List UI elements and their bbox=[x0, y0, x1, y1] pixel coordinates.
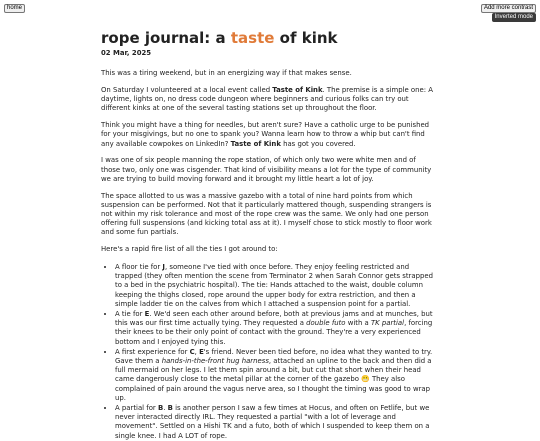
tie-text: A partial for bbox=[115, 404, 158, 413]
post-date: 02 Mar, 2025 bbox=[101, 49, 152, 57]
tie-text: is another person I saw a few times at Hocus, and often on Fetlife, but we never interacted directly IRL. They requested a partial "with a lot of leverage and movement". Settled on a Hishi TK and a futo, both of which I suspended to keep them on a single knee. I had A LOT of rope. bbox=[115, 404, 430, 440]
tie-person: J bbox=[162, 263, 165, 272]
title-suffix: of kink bbox=[274, 29, 338, 47]
inverted-mode-button[interactable]: Inverted mode bbox=[492, 13, 536, 22]
page-title bbox=[101, 30, 436, 47]
tie-text: 's friend. Never been tied before, no idea what they wanted to try. Gave them a bbox=[115, 347, 433, 366]
event-name: Taste of Kink bbox=[272, 86, 323, 94]
paragraph-station: I was one of six people manning the rope station, of which only two were white men and of those two, only one was cisgender. That kind of visibility means a lot for the type of community we are trying to build moving forward and it brought my little heart a lot of joy. bbox=[101, 156, 432, 183]
tie-term: double futo bbox=[306, 319, 346, 328]
p2-text-a: On Saturday I volunteered at a local event called bbox=[101, 86, 273, 94]
tie-term: TK partial bbox=[370, 319, 405, 328]
tie-person: E bbox=[144, 310, 150, 319]
title-accent: taste bbox=[230, 29, 275, 47]
tie-text: , bbox=[194, 347, 200, 356]
list-item bbox=[115, 403, 436, 441]
tie-term: hands-in-the-front hug harness bbox=[161, 357, 269, 366]
list-item bbox=[115, 262, 436, 309]
home-button[interactable]: home bbox=[4, 4, 25, 13]
tie-text: with a bbox=[345, 319, 371, 328]
p3-text-c: has got you covered. bbox=[280, 139, 356, 148]
tie-text: , forcing their knees to be their only point of contact with the ground. They're a very experienced bottom and I enjoyed tying this. bbox=[115, 319, 433, 346]
tie-text: A floor tie for bbox=[115, 263, 163, 272]
event-name-2: Taste of Kink bbox=[230, 139, 281, 148]
tie-text: , attached an upline to the back and then did a full mermaid on her legs. I let them spin around a bit, but cut that short when their head came dangerously close to the metal pillar at the corner of the gazebo 😬 They also complained of pain around the vagus nerve area, so I thought the timing was good to wrap up. bbox=[115, 357, 432, 402]
list-item bbox=[115, 309, 436, 347]
paragraph-pitch bbox=[101, 121, 436, 149]
ties-list bbox=[101, 262, 436, 441]
tie-person: B bbox=[167, 404, 173, 413]
tie-text: . bbox=[163, 404, 168, 413]
tie-person: B bbox=[157, 404, 164, 413]
article bbox=[101, 30, 436, 441]
tie-text: , someone I've tied with once before. They enjoy feeling restricted and trapped (they often mention the scene from Terminator 2 when Sarah Connor gets strapped to a bed in the psychiatric hospital). The tie: Hands attached to the waist, double column keeping the thighs closed, rope around the upper body for extra restriction, and then a simple ladder tie on the calves from which I attached a suspension point for a partial. bbox=[115, 263, 433, 308]
p2-text-c: . The premise is a simple one: A daytime, lights on, no dress code dungeon where beginners and curious folks can try out different kinks at one of the several tasting stations set up throughout the floor. bbox=[101, 86, 433, 113]
paragraph-list-intro: Here's a rapid fire list of all the ties I got around to: bbox=[101, 245, 278, 254]
p3-text-a: Think you might have a thing for needles, but aren't sure? Have a catholic urge to be punished for your misgivings, but no one to spank you? Wanna learn how to throw a whip but can't find any available cowpokes on LinkedIn? bbox=[101, 121, 430, 148]
tie-text: . We'd seen each other around before, both at previous jams and at munches, but this was our first time actually tying. They requested a bbox=[115, 310, 433, 328]
paragraph-intro: This was a tiring weekend, but in an energizing way if that makes sense. bbox=[101, 69, 352, 78]
tie-text: A tie for bbox=[115, 310, 145, 319]
tie-text: A first experience for bbox=[115, 347, 190, 356]
tie-person: C bbox=[189, 347, 195, 356]
paragraph-space: The space allotted to us was a massive gazebo with a total of nine hard points from which suspension can be performed. Not that it particularly mattered though, suspending strangers is not within my risk tolerance and most of the rope crew was the same. We only had one person offering full suspensions (and kicking total ass at it). I myself chose to stick mostly to floor work and some fun partials. bbox=[101, 191, 432, 237]
tie-person: E bbox=[199, 347, 204, 356]
title-prefix: rope journal: a bbox=[101, 29, 231, 47]
add-contrast-button[interactable]: Add more contrast bbox=[481, 4, 536, 13]
paragraph-event bbox=[101, 86, 436, 114]
list-item bbox=[115, 347, 436, 403]
